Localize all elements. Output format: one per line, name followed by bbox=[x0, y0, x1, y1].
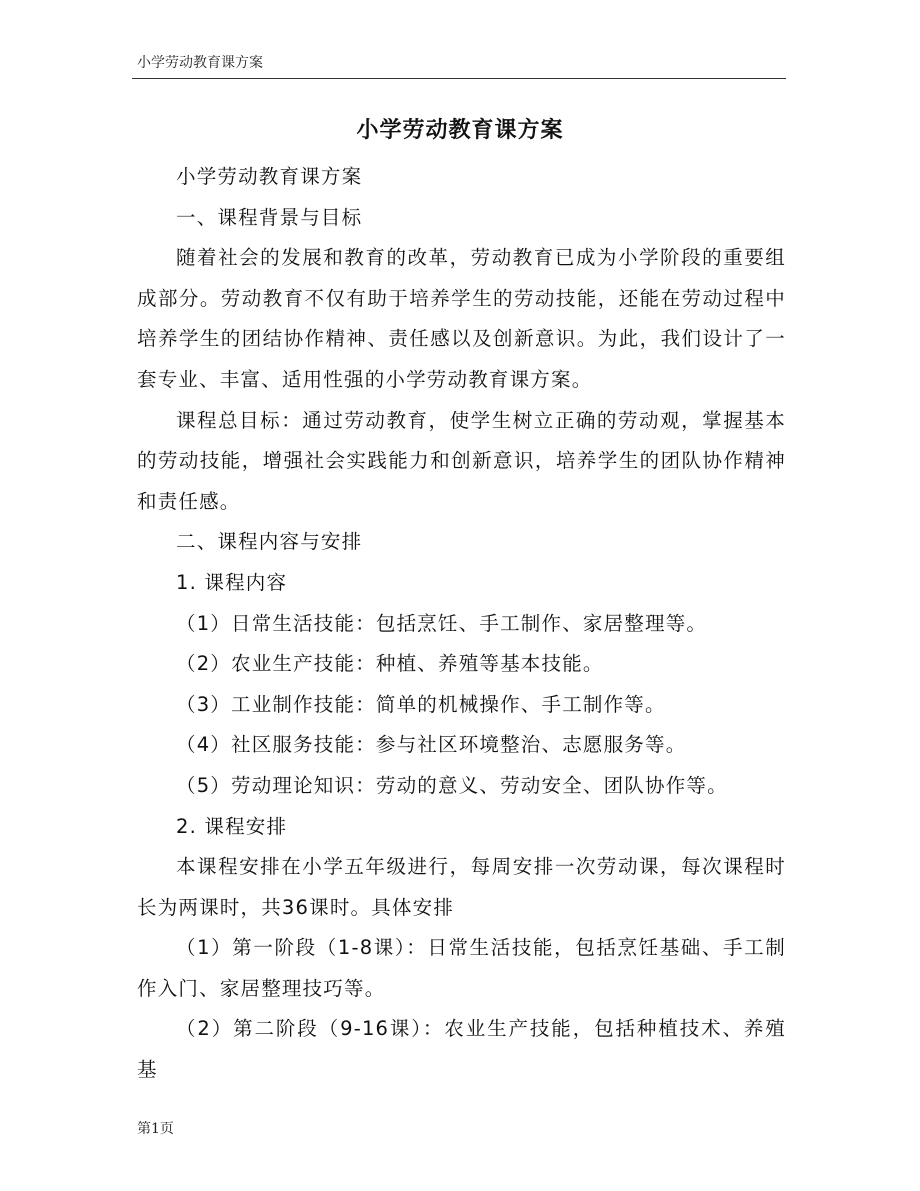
section-heading-1: 一、课程背景与目标 bbox=[176, 205, 363, 229]
list-item: （2）农业生产技能：种植、养殖等基本技能。 bbox=[176, 652, 604, 676]
page-number: 第1页 bbox=[137, 1121, 174, 1137]
paragraph-subtitle: 小学劳动教育课方案 bbox=[176, 165, 363, 188]
paragraph-goal: 课程总目标：通过劳动教育，使学生树立正确的劳动观，掌握基本的劳动技能，增强社会实践能力和创新意识，培养学生的团队协作精神和责任感。 bbox=[137, 408, 786, 513]
list-item: （2）第二阶段（9-16课）：农业生产技能，包括种植技术、养殖基 bbox=[137, 1017, 786, 1082]
paragraph-background: 随着社会的发展和教育的改革，劳动教育已成为小学阶段的重要组成部分。劳动教育不仅有助于培养学生的劳动技能，还能在劳动过程中培养学生的团结协作精神、责任感以及创新意识。为此，我们设计了一套专业、丰富、适用性强的小学劳动教育课方案。 bbox=[137, 246, 786, 391]
document-title: 小学劳动教育课方案 bbox=[356, 118, 564, 143]
list-item: （3）工业制作技能：简单的机械操作、手工制作等。 bbox=[176, 692, 666, 716]
list-item: （4）社区服务技能：参与社区环境整治、志愿服务等。 bbox=[176, 733, 687, 757]
header-divider bbox=[132, 78, 786, 79]
list-item: （5）劳动理论知识：劳动的意义、劳动安全、团队协作等。 bbox=[176, 773, 728, 797]
subsection-heading-schedule: 2. 课程安排 bbox=[176, 814, 288, 838]
paragraph-schedule: 本课程安排在小学五年级进行，每周安排一次劳动课，每次课程时长为两课时，共36课时。具体安排 bbox=[137, 855, 786, 919]
subsection-heading-content: 1. 课程内容 bbox=[176, 570, 288, 594]
running-header: 小学劳动教育课方案 bbox=[137, 55, 263, 71]
section-heading-2: 二、课程内容与安排 bbox=[176, 530, 363, 554]
list-item: （1）第一阶段（1-8课）：日常生活技能，包括烹饪基础、手工制作入门、家居整理技巧等。 bbox=[137, 936, 786, 1000]
document-body bbox=[137, 157, 786, 1091]
list-item: （1）日常生活技能：包括烹饪、手工制作、家居整理等。 bbox=[176, 611, 708, 635]
